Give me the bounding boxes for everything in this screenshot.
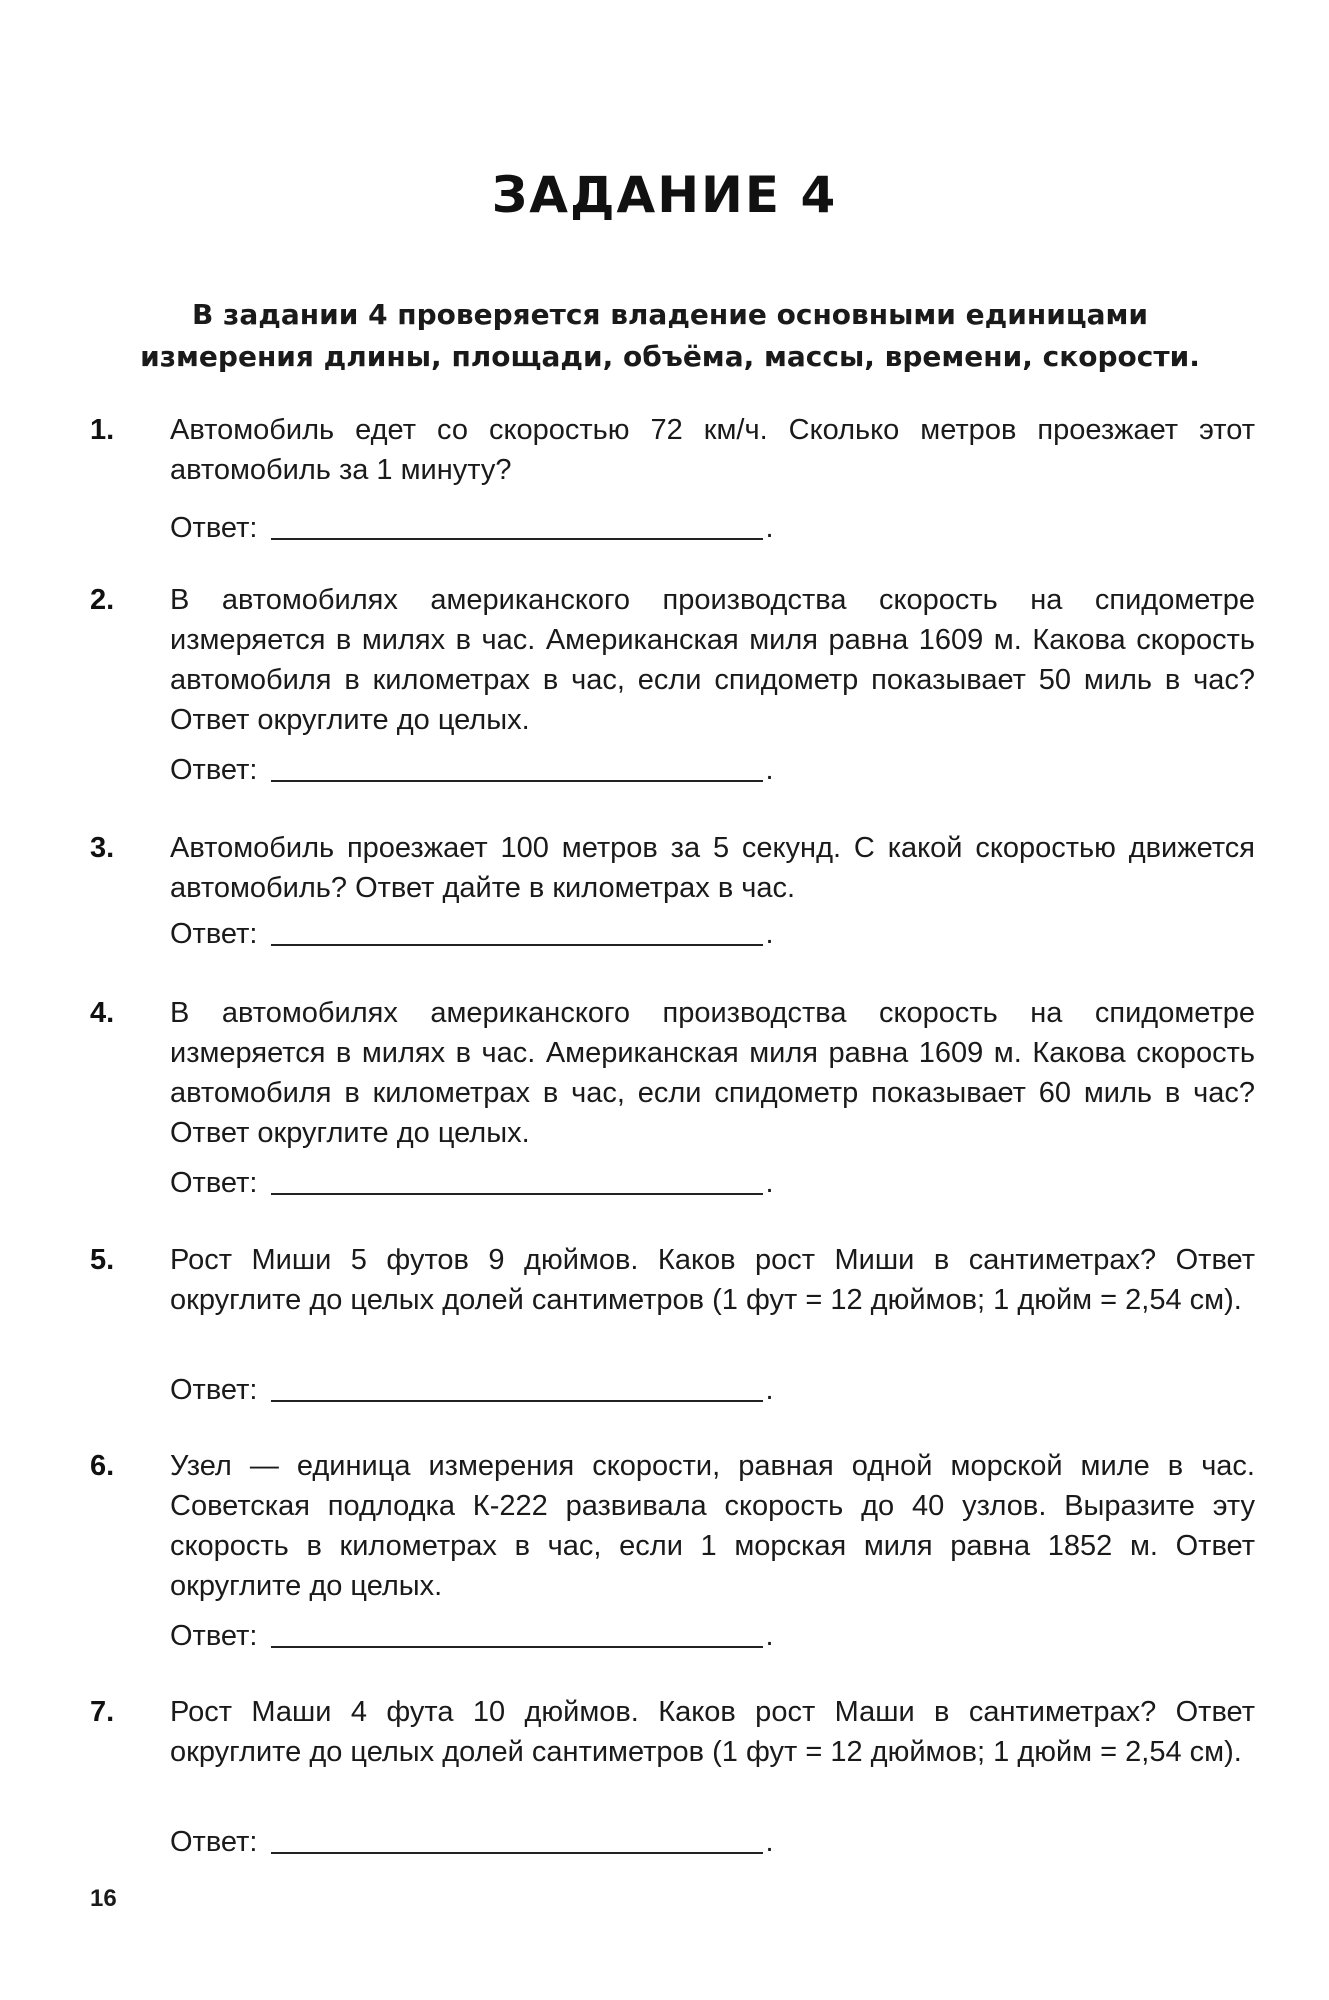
answer-row xyxy=(170,1370,774,1410)
problem-text: Рост Маши 4 фута 10 дюймов. Каков рост Маши в сантиметрах? Ответ округлите до целых долей сантиметров (1 фут = 12 дюймов; 1 дюйм = 2,54 см). xyxy=(170,1696,1255,1768)
answer-label: Ответ: xyxy=(170,1374,258,1406)
answer-field[interactable] xyxy=(271,1616,763,1648)
answer-row xyxy=(170,508,774,548)
problem-number: 3. xyxy=(90,832,115,864)
problem-text: Узел — единица измерения скорости, равная одной морской миле в час. Советская подлодка К-222 развивала скорость до 40 узлов. Выразите эту скорость в километрах в час, если 1 морская миля равна 1852 м. Ответ округлите до целых. xyxy=(170,1450,1255,1602)
answer-row xyxy=(170,1616,774,1656)
problem-number: 4. xyxy=(90,997,115,1029)
answer-label: Ответ: xyxy=(170,1620,258,1652)
answer-period: . xyxy=(765,754,774,786)
answer-field[interactable] xyxy=(271,1163,763,1195)
answer-row xyxy=(170,1822,774,1862)
problem-number: 5. xyxy=(90,1244,115,1276)
problem-number: 2. xyxy=(90,584,115,616)
answer-field[interactable] xyxy=(271,1822,763,1854)
page-title: ЗАДАНИЕ 4 xyxy=(491,166,838,224)
problem-text: Рост Миши 5 футов 9 дюймов. Каков рост Миши в сантиметрах? Ответ округлите до целых долей сантиметров (1 фут = 12 дюймов; 1 дюйм = 2,54 см). xyxy=(170,1244,1255,1316)
page-number: 16 xyxy=(90,1885,117,1912)
answer-period: . xyxy=(765,1620,774,1652)
answer-field[interactable] xyxy=(271,750,763,782)
problem-text: В автомобилях американского производства скорость на спидометре измеряется в милях в час. Американская миля равна 1609 м. Какова скорость автомобиля в километрах в час, если спидометр показывает 50 миль в час? Ответ округлите до целых. xyxy=(170,584,1255,736)
answer-period: . xyxy=(765,1826,774,1858)
answer-field[interactable] xyxy=(271,914,763,946)
answer-period: . xyxy=(765,512,774,544)
problem-text: Автомобиль едет со скоростью 72 км/ч. Сколько метров проезжает этот автомобиль за 1 минуту? xyxy=(170,414,1255,486)
problem-number: 1. xyxy=(90,414,115,446)
problem-text: Автомобиль проезжает 100 метров за 5 секунд. С какой скоростью движется автомобиль? Ответ дайте в километрах в час. xyxy=(170,832,1255,904)
task-intro: В задании 4 проверяется владение основными единицами измерения длины, площади, объёма, массы, времени, скорости. xyxy=(140,298,1200,373)
answer-row xyxy=(170,750,774,790)
answer-row xyxy=(170,1163,774,1203)
answer-row xyxy=(170,914,774,954)
problem-number: 6. xyxy=(90,1450,115,1482)
problem-number: 7. xyxy=(90,1696,115,1728)
answer-field[interactable] xyxy=(271,1370,763,1402)
answer-label: Ответ: xyxy=(170,1167,258,1199)
answer-period: . xyxy=(765,1167,774,1199)
answer-label: Ответ: xyxy=(170,754,258,786)
answer-label: Ответ: xyxy=(170,1826,258,1858)
answer-period: . xyxy=(765,918,774,950)
answer-label: Ответ: xyxy=(170,512,258,544)
answer-label: Ответ: xyxy=(170,918,258,950)
answer-field[interactable] xyxy=(271,508,763,540)
problem-text: В автомобилях американского производства скорость на спидометре измеряется в милях в час. Американская миля равна 1609 м. Какова скорость автомобиля в километрах в час, если спидометр показывает 60 миль в час? Ответ округлите до целых. xyxy=(170,997,1255,1149)
answer-period: . xyxy=(765,1374,774,1406)
